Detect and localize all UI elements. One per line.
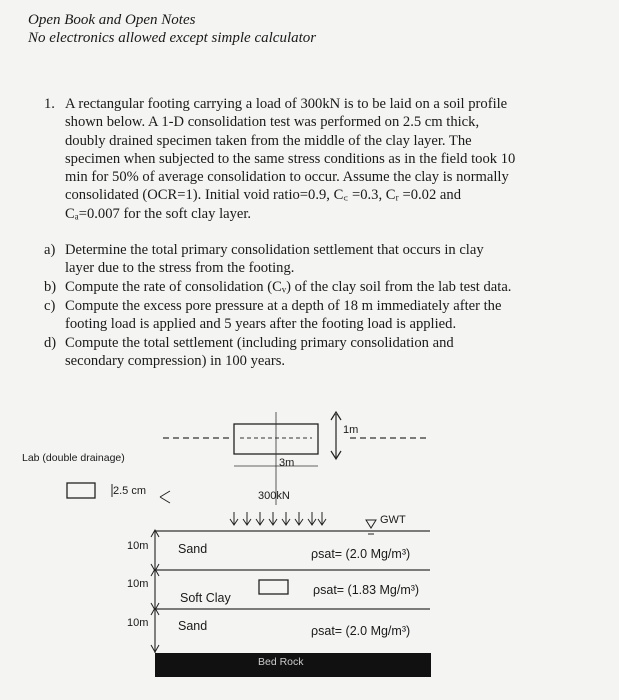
layer-1-name: Sand <box>178 542 208 556</box>
layer-3-density: ρsat= (2.0 Mg/m³) <box>311 624 411 638</box>
bedrock-label: Bed Rock <box>258 656 304 668</box>
part-line: secondary compression) in 100 years. <box>65 353 286 370</box>
footing-depth-label: 1m <box>343 424 359 436</box>
lab-label: Lab (double drainage) <box>22 452 125 464</box>
question-line: specimen when subjected to the same stress conditions as in the field took 10 <box>65 150 516 167</box>
question-line: shown below. A 1-D consolidation test was performed on 2.5 cm thick, <box>65 114 480 131</box>
part-b-label: b) <box>44 279 57 295</box>
part-line: Compute the excess pore pressure at a depth of 18 m immediately after the <box>65 298 502 314</box>
part-c-label: c) <box>44 298 56 314</box>
part-line: Compute the total settlement (including primary consolidation and <box>65 335 454 351</box>
question-line: Cₐ=0.007 for the soft clay layer. <box>65 205 252 222</box>
gwt-label: GWT <box>380 514 406 526</box>
layer-2-thickness: 10m <box>127 578 149 590</box>
header-line-1: Open Book and Open Notes <box>28 12 196 28</box>
part-line: layer due to the stress from the footing. <box>65 260 295 277</box>
question-line: A rectangular footing carrying a load of 300kN is to be laid on a soil profile <box>65 96 508 112</box>
question-line: doubly drained specimen taken from the middle of the clay layer. The <box>65 132 472 149</box>
pointer-arrow-icon <box>160 491 170 503</box>
specimen-thickness: 2.5 cm <box>113 485 147 497</box>
question-line: consolidated (OCR=1). Initial void ratio=0.9, C꜀ =0.3, Cᵣ =0.02 and <box>65 187 461 204</box>
gwt-triangle-icon <box>366 520 376 528</box>
lab-specimen-icon <box>67 483 95 498</box>
layer-1-thickness: 10m <box>127 540 149 552</box>
part-a-label: a) <box>44 242 56 258</box>
header-line-2: No electronics allowed except simple calculator <box>28 30 317 46</box>
question-number: 1. <box>44 96 55 112</box>
layer-3-name: Sand <box>178 619 208 633</box>
layer-3-thickness: 10m <box>127 617 149 629</box>
question-line: min for 50% of average consolidation to occur. Assume the clay is normally <box>65 169 509 186</box>
layer-2-density: ρsat= (1.83 Mg/m³) <box>313 583 420 597</box>
part-line: footing load is applied and 5 years after the footing load is applied. <box>65 316 457 333</box>
part-line: Determine the total primary consolidation settlement that occurs in clay <box>65 242 484 258</box>
part-line: Compute the rate of consolidation (Cᵥ) of the clay soil from the lab test data. <box>65 279 512 295</box>
layer-2-name: Soft Clay <box>180 591 231 605</box>
footing-width-label: 3m <box>279 457 295 469</box>
clay-sample-icon <box>259 580 288 594</box>
part-d-label: d) <box>44 335 57 351</box>
layer-1-density: ρsat= (2.0 Mg/m³) <box>311 547 411 561</box>
load-arrows <box>230 512 326 525</box>
load-label: 300kN <box>258 490 290 502</box>
